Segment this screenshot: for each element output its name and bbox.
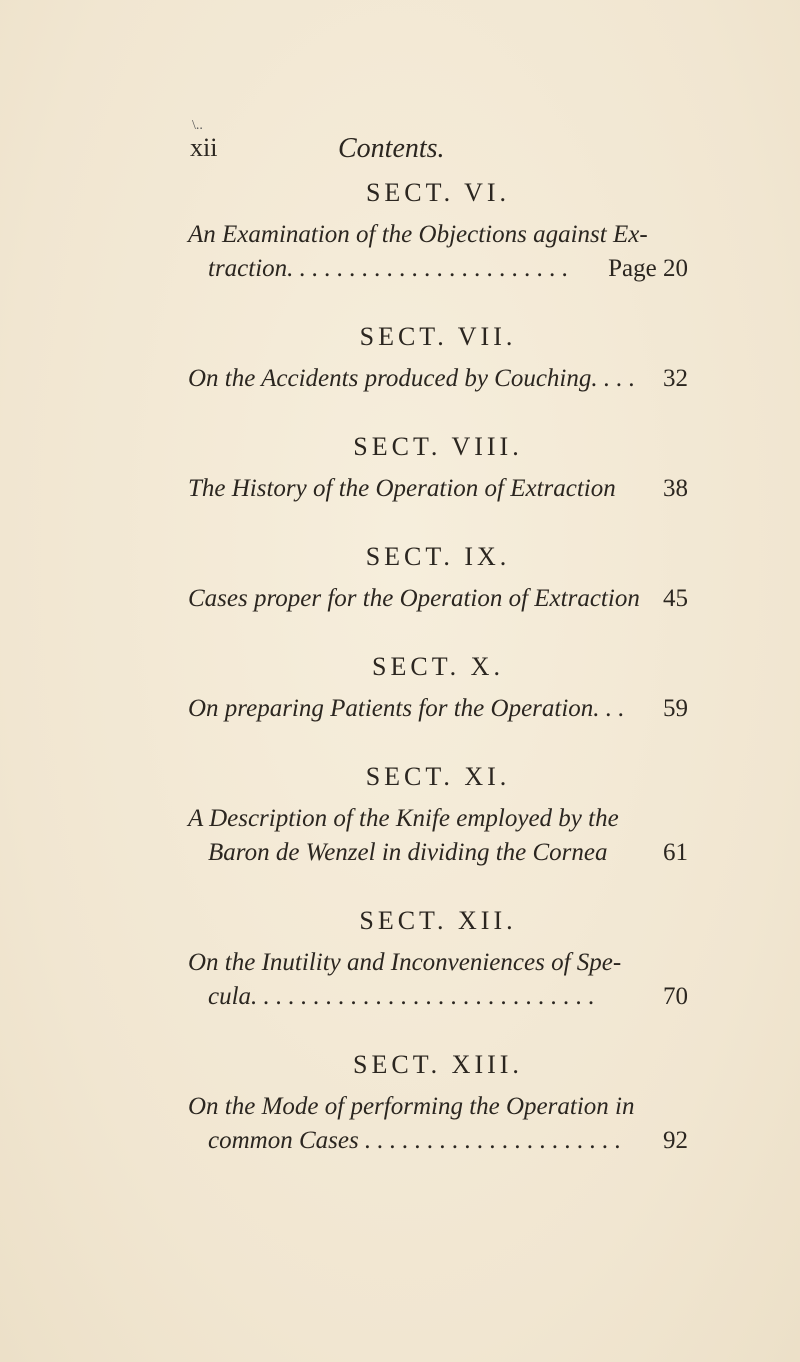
toc-page: 38 (663, 475, 688, 502)
section-heading: SECT. XII. (359, 906, 517, 935)
section-heading: SECT. XI. (365, 762, 511, 791)
toc-line (188, 980, 688, 1014)
page-number: xii (190, 133, 218, 162)
section-heading: SECT. VII. (359, 322, 517, 351)
toc-text: On the Mode of performing the Operation in (188, 1093, 635, 1120)
toc-line (188, 1090, 688, 1124)
toc-text: On the Accidents produced by Couching. . . . (188, 365, 636, 392)
toc-text: The History of the Operation of Extraction (188, 475, 616, 502)
margin-mark: \.. (192, 118, 203, 133)
section-heading: SECT. XIII. (353, 1050, 523, 1079)
toc-text: On preparing Patients for the Operation. . . (188, 695, 625, 722)
toc-line (188, 692, 688, 726)
toc-text: common Cases . . . . . . . . . . . . . . . . . . . . . (208, 1127, 622, 1154)
toc-text: cula. . . . . . . . . . . . . . . . . . . . . . . . . . . . (208, 983, 595, 1010)
toc-page: 59 (663, 695, 688, 722)
toc-line (188, 802, 688, 836)
toc-page: Page 20 (608, 255, 688, 282)
toc-line (188, 218, 688, 252)
toc-text: A Description of the Knife employed by the (188, 805, 619, 832)
toc-page: 92 (663, 1127, 688, 1154)
contents-list (188, 178, 688, 1158)
toc-page: 32 (663, 365, 688, 392)
toc-line (188, 252, 688, 286)
section-heading: SECT. VI. (365, 178, 511, 207)
toc-page: 45 (663, 585, 688, 612)
toc-text: Baron de Wenzel in dividing the Cornea (208, 839, 608, 866)
toc-line (188, 836, 688, 870)
toc-line (188, 362, 688, 396)
toc-line (188, 582, 688, 616)
toc-page: 61 (663, 839, 688, 866)
toc-line (188, 472, 688, 506)
toc-line (188, 1124, 688, 1158)
running-title: Contents. (338, 133, 445, 164)
toc-text: traction. . . . . . . . . . . . . . . . . . . . . . . (208, 255, 569, 282)
page-header (190, 133, 610, 173)
toc-page: 70 (663, 983, 688, 1010)
section-heading: SECT. IX. (365, 542, 511, 571)
toc-text: Cases proper for the Operation of Extraction (188, 585, 640, 612)
toc-text: On the Inutility and Inconveniences of Spe- (188, 949, 622, 976)
section-heading: SECT. X. (372, 652, 504, 681)
toc-line (188, 946, 688, 980)
section-heading: SECT. VIII. (353, 432, 523, 461)
toc-text: An Examination of the Objections against Ex- (188, 221, 648, 248)
